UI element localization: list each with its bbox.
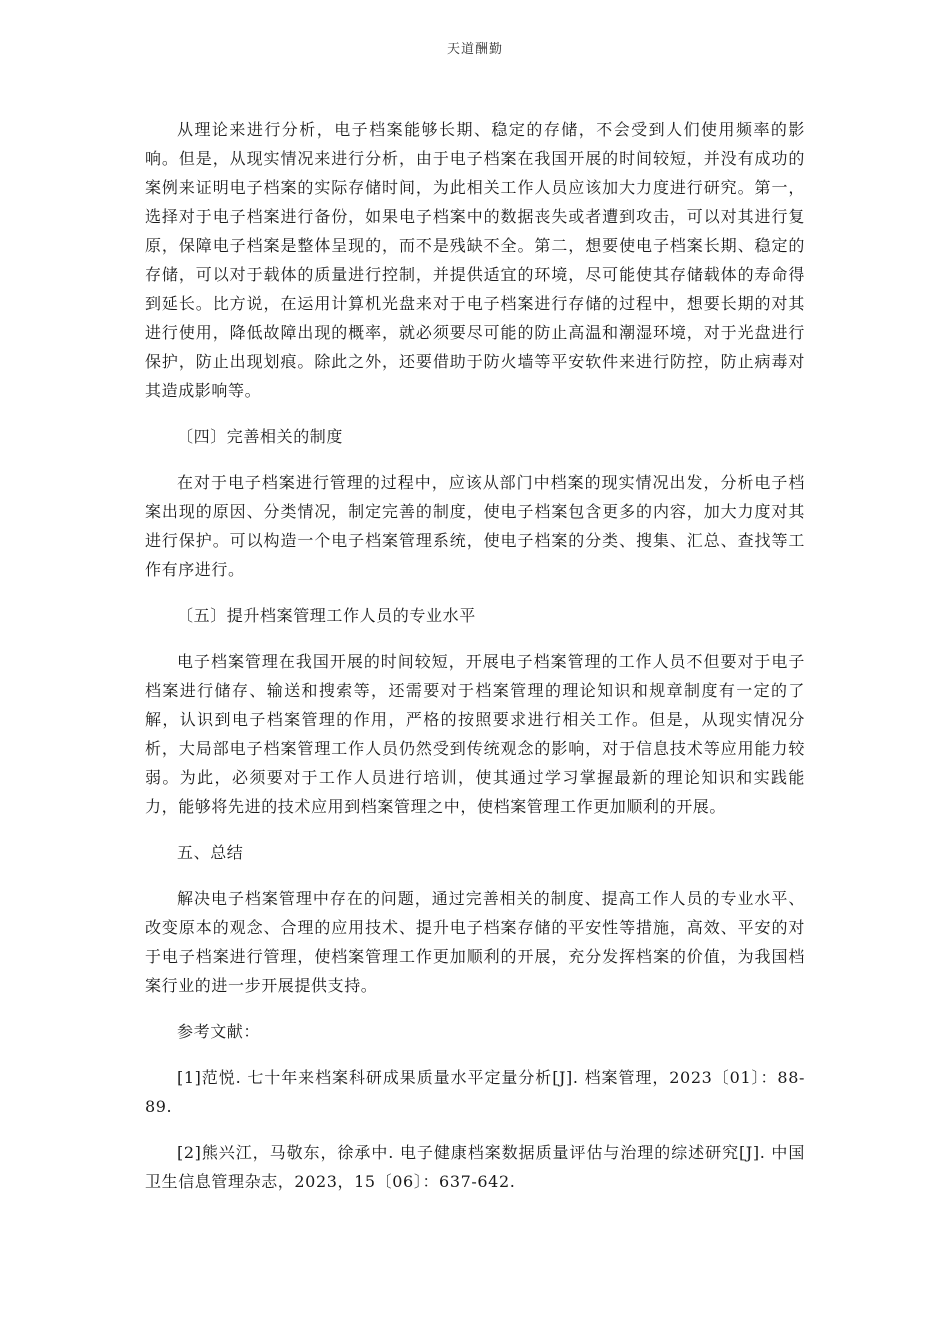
page-header: 天道酬勤 <box>446 42 503 57</box>
reference-item: [2]熊兴江，马敬东，徐承中. 电子健康档案数据质量评估与治理的综述研究[J]. 中国卫生信息管理杂志，2023，15〔06〕：637-642. <box>145 1143 805 1191</box>
section-heading-5: 〔五〕提升档案管理工作人员的专业水平 <box>177 606 476 625</box>
paragraph-summary: 解决电子档案管理中存在的问题，通过完善相关的制度、提高工作人员的专业水平、改变原本的观念、合理的应用技术、提升电子档案存储的平安性等措施，高效、平安的对于电子档案进行管理，使档案管理工作更加顺利的开展，充分发挥档案的价值，为我国档案行业的进一步开展提供支持。 <box>145 889 805 995</box>
document-body <box>145 115 805 1213</box>
summary-heading: 五、总结 <box>177 843 244 862</box>
reference-item: [1]范悦. 七十年来档案科研成果质量水平定量分析[J]. 档案管理，2023〔01〕：88-89. <box>145 1068 805 1116</box>
section-heading-4: 〔四〕完善相关的制度 <box>177 427 344 446</box>
paragraph-staff-training: 电子档案管理在我国开展的时间较短，开展电子档案管理的工作人员不但要对于电子档案进行储存、输送和搜索等，还需要对于档案管理的理论知识和规章制度有一定的了解，认识到电子档案管理的作用，严格的按照要求进行相关工作。但是，从现实情况分析，大局部电子档案管理工作人员仍然受到传统观念的影响，对于信息技术等应用能力较弱。为此，必须要对于工作人员进行培训，使其通过学习掌握最新的理论知识和实践能力，能够将先进的技术应用到档案管理之中，使档案管理工作更加顺利的开展。 <box>145 652 805 816</box>
references-title: 参考文献： <box>177 1022 261 1041</box>
paragraph-storage-analysis: 从理论来进行分析，电子档案能够长期、稳定的存储，不会受到人们使用频率的影响。但是，从现实情况来进行分析，由于电子档案在我国开展的时间较短，并没有成功的案例来证明电子档案的实际存储时间，为此相关工作人员应该加大力度进行研究。第一，选择对于电子档案进行备份，如果电子档案中的数据丧失或者遭到攻击，可以对其进行复原，保障电子档案是整体呈现的，而不是残缺不全。第二，想要使电子档案长期、稳定的存储，可以对于载体的质量进行控制，并提供适宜的环境，尽可能使其存储载体的寿命得到延长。比方说，在运用计算机光盘来对于电子档案进行存储的过程中，想要长期的对其进行使用，降低故障出现的概率，就必须要尽可能的防止高温和潮湿环境，对于光盘进行保护，防止出现划痕。除此之外，还要借助于防火墙等平安软件来进行防控，防止病毒对其造成影响等。 <box>145 120 805 400</box>
paragraph-system-rules: 在对于电子档案进行管理的过程中，应该从部门中档案的现实情况出发，分析电子档案出现的原因、分类情况，制定完善的制度，使电子档案包含更多的内容，加大力度对其进行保护。可以构造一个电子档案管理系统，使电子档案的分类、搜集、汇总、查找等工作有序进行。 <box>145 473 805 579</box>
